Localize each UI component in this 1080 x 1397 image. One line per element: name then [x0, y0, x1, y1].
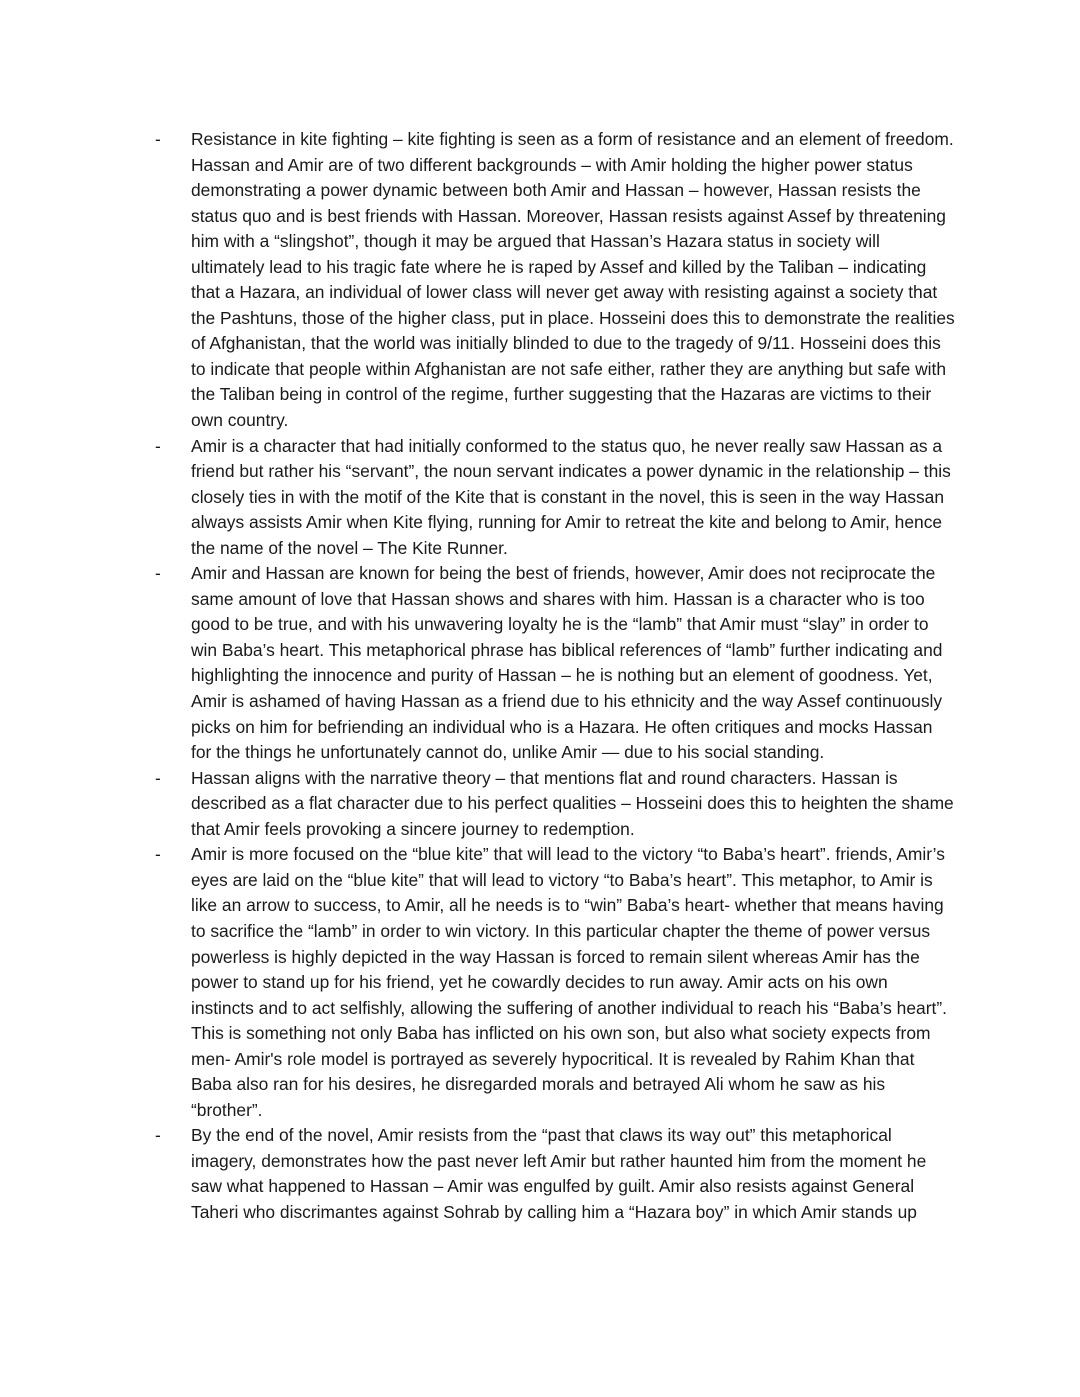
bullet-dash: - — [155, 435, 161, 456]
bullet-dash: - — [155, 563, 161, 584]
bullet-text: By the end of the novel, Amir resists from the “past that claws its way out” this metaphorical imagery, demonstrates how the past never left Amir but rather haunted him from the moment he saw what happened to Hassan – Amir was engulfed by guilt. Amir also resists against General Taheri who discrimantes against Sohrab by calling him a “Hazara boy” in which Amir stands up — [191, 1125, 927, 1222]
bullet-dash: - — [155, 1125, 161, 1146]
bullet-item-end-of-novel — [155, 1123, 955, 1225]
bullet-list — [155, 127, 955, 1226]
bullet-text: Resistance in kite fighting – kite fighting is seen as a form of resistance and an element of freedom. Hassan and Amir are of two different backgrounds – with Amir holding the higher power status demonstrating a power dynamic between both Amir and Hassan – however, Hassan resists the status quo and is best friends with Hassan. Moreover, Hassan resists against Assef by threatening him with a “slingshot”, though it may be argued that Hassan’s Hazara status in society will ultimately lead to his tragic fate where he is raped by Assef and killed by the Taliban – indicating that a Hazara, an individual of lower class will never get away with resisting against a society that the Pashtuns, those of the higher class, put in place. Hosseini does this to demonstrate the realities of Afghanistan, that the world was initially blinded to due to the tragedy of 9/11. Hosseini does this to indicate that people within Afghanistan are not safe either, rather they are anything but safe with the Taliban being in control of the regime, further suggesting that the Hazaras are victims to their own country. — [191, 129, 955, 431]
bullet-item-narrative-theory — [155, 766, 955, 843]
bullet-text: Amir and Hassan are known for being the best of friends, however, Amir does not reciprocate the same amount of love that Hassan shows and shares with him. Hassan is a character who is too good to be true, and with his unwavering loyalty he is the “lamb” that Amir must “slay” in order to win Baba’s heart. This metaphorical phrase has biblical references of “lamb” further indicating and highlighting the innocence and purity of Hassan – he is nothing but an element of goodness. Yet, Amir is ashamed of having Hassan as a friend due to his ethnicity and the way Assef continuously picks on him for befriending an individual who is a Hazara. He often critiques and mocks Hassan for the things he unfortunately cannot do, unlike Amir — due to his social standing. — [191, 563, 943, 763]
bullet-item-resistance-kite-fighting — [155, 127, 955, 434]
bullet-text: Hassan aligns with the narrative theory – that mentions flat and round characters. Hassan is described as a flat character due to his perfect qualities – Hosseini does this to heighten the shame that Amir feels provoking a sincere journey to redemption. — [191, 767, 954, 839]
bullet-dash: - — [155, 844, 161, 865]
bullet-dash: - — [155, 129, 161, 149]
bullet-item-amir-conformed — [155, 434, 955, 562]
bullet-text: Amir is a character that had initially conformed to the status quo, he never really saw Hassan as a friend but rather his “servant”, the noun servant indicates a power dynamic in the relationship – this closely ties in with the motif of the Kite that is constant in the novel, this is seen in the way Hassan always assists Amir when Kite flying, running for Amir to retreat the kite and belong to Amir, hence the name of the novel – The Kite Runner. — [191, 435, 951, 558]
bullet-text: Amir is more focused on the “blue kite” that will lead to the victory “to Baba’s heart”. friends, Amir’s eyes are laid on the “blue kite” that will lead to victory “to Baba’s heart”. This metaphor, to Amir is like an arrow to success, to Amir, all he needs is to “win” Baba’s heart- whether that means having to sacrifice the “lamb” in order to win victory. In this particular chapter the theme of power versus powerless is highly depicted in the way Hassan is forced to remain silent whereas Amir has the power to stand up for his friend, yet he cowardly decides to run away. Amir acts on his own instincts and to act selfishly, allowing the suffering of another individual to reach his “Baba’s heart”. This is something not only Baba has inflicted on his own son, but also what society expects from men- Amir's role model is portrayed as severely hypocritical. It is revealed by Rahim Khan that Baba also ran for his desires, he disregarded morals and betrayed Ali whom he saw as his “brother”. — [191, 844, 947, 1120]
bullet-dash: - — [155, 767, 161, 788]
bullet-item-blue-kite — [155, 842, 955, 1123]
bullet-item-best-of-friends — [155, 561, 955, 765]
